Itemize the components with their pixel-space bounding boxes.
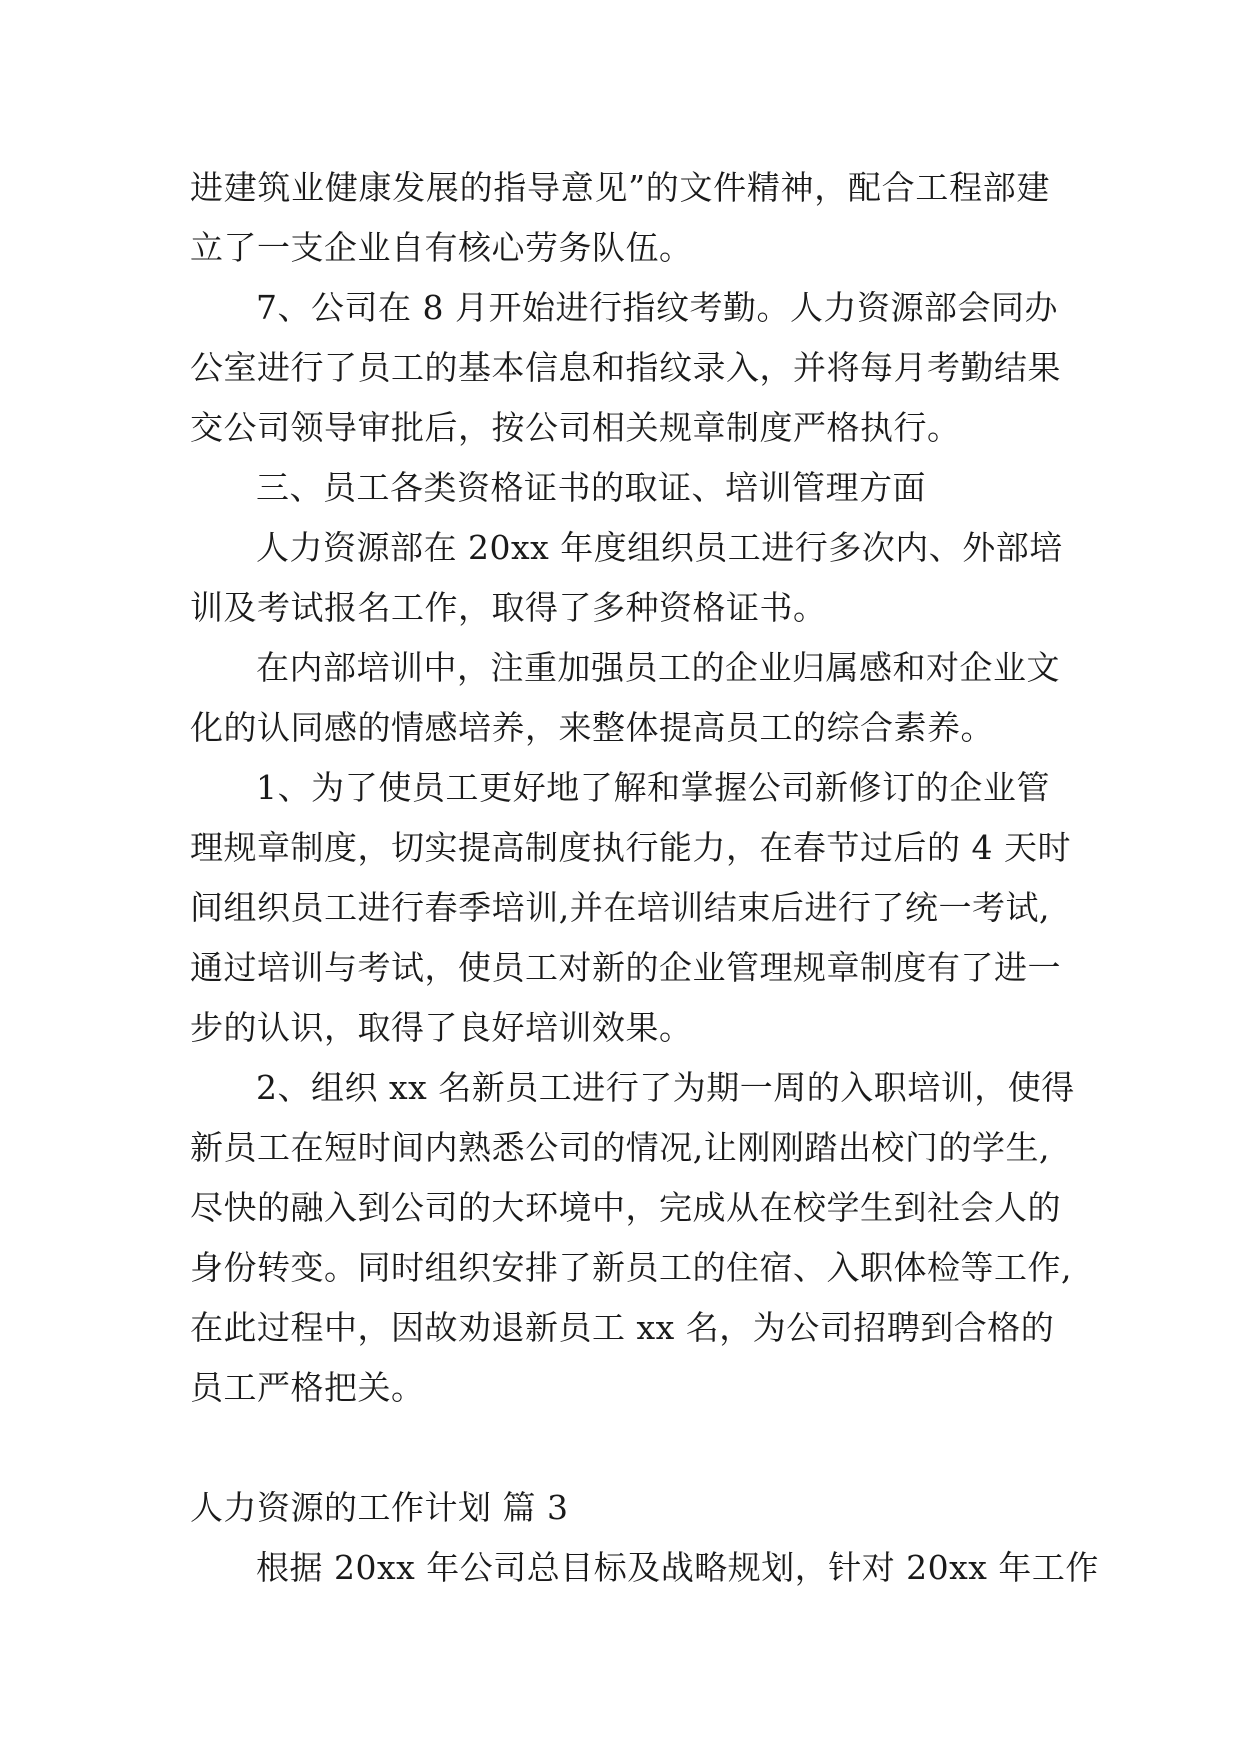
text-line: 人力资源部在 20xx 年度组织员工进行多次内、外部培 [256,528,1063,567]
section-heading [190,1478,1050,1538]
text-line: 根据 20xx 年公司总目标及战略规划，针对 20xx 年工作 [256,1548,1099,1587]
paragraph [190,638,1060,758]
text-line: 化的认同感的情感培养，来整体提高员工的综合素养。 [190,708,994,747]
text-line: 三、员工各类资格证书的取证、培训管理方面 [256,468,926,507]
paragraph [190,158,1050,278]
paragraph [190,518,1063,638]
text-line: 在此过程中，因故劝退新员工 xx 名，为公司招聘到合格的 [190,1308,1055,1347]
section-spacer [190,1418,1050,1478]
text-line: 间组织员工进行春季培训,并在培训结束后进行了统一考试, [190,888,1050,927]
text-line: 通过培训与考试，使员工对新的企业管理规章制度有了进一 [190,948,1061,987]
text-line: 公室进行了员工的基本信息和指纹录入，并将每月考勤结果 [190,348,1061,387]
text-line: 步的认识，取得了良好培训效果。 [190,1008,693,1047]
paragraph [190,278,1061,458]
paragraph [190,1058,1075,1418]
text-line: 立了一支企业自有核心劳务队伍。 [190,228,693,267]
subsection-heading [190,458,1050,518]
text-line: 7、公司在 8 月开始进行指纹考勤。人力资源部会同办 [256,288,1058,327]
text-line: 尽快的融入到公司的大环境中，完成从在校学生到社会人的 [190,1188,1061,1227]
text-line: 进建筑业健康发展的指导意见”的文件精神，配合工程部建 [190,168,1050,207]
paragraph [190,758,1071,1058]
text-line: 在内部培训中，注重加强员工的企业归属感和对企业文 [256,648,1060,687]
text-line: 训及考试报名工作，取得了多种资格证书。 [190,588,827,627]
text-line: 交公司领导审批后，按公司相关规章制度严格执行。 [190,408,961,447]
text-line: 1、为了使员工更好地了解和掌握公司新修订的企业管 [256,768,1050,807]
paragraph [190,1538,1099,1598]
text-line: 身份转变。同时组织安排了新员工的住宿、入职体检等工作, [190,1248,1072,1287]
text-line: 新员工在短时间内熟悉公司的情况,让刚刚踏出校门的学生, [190,1128,1050,1167]
section-heading-text: 人力资源的工作计划 篇 3 [190,1488,569,1527]
text-line: 2、组织 xx 名新员工进行了为期一周的入职培训，使得 [256,1068,1075,1107]
text-line: 理规章制度，切实提高制度执行能力，在春节过后的 4 天时 [190,828,1071,867]
document-body [190,158,1099,1598]
text-line: 员工严格把关。 [190,1368,425,1407]
